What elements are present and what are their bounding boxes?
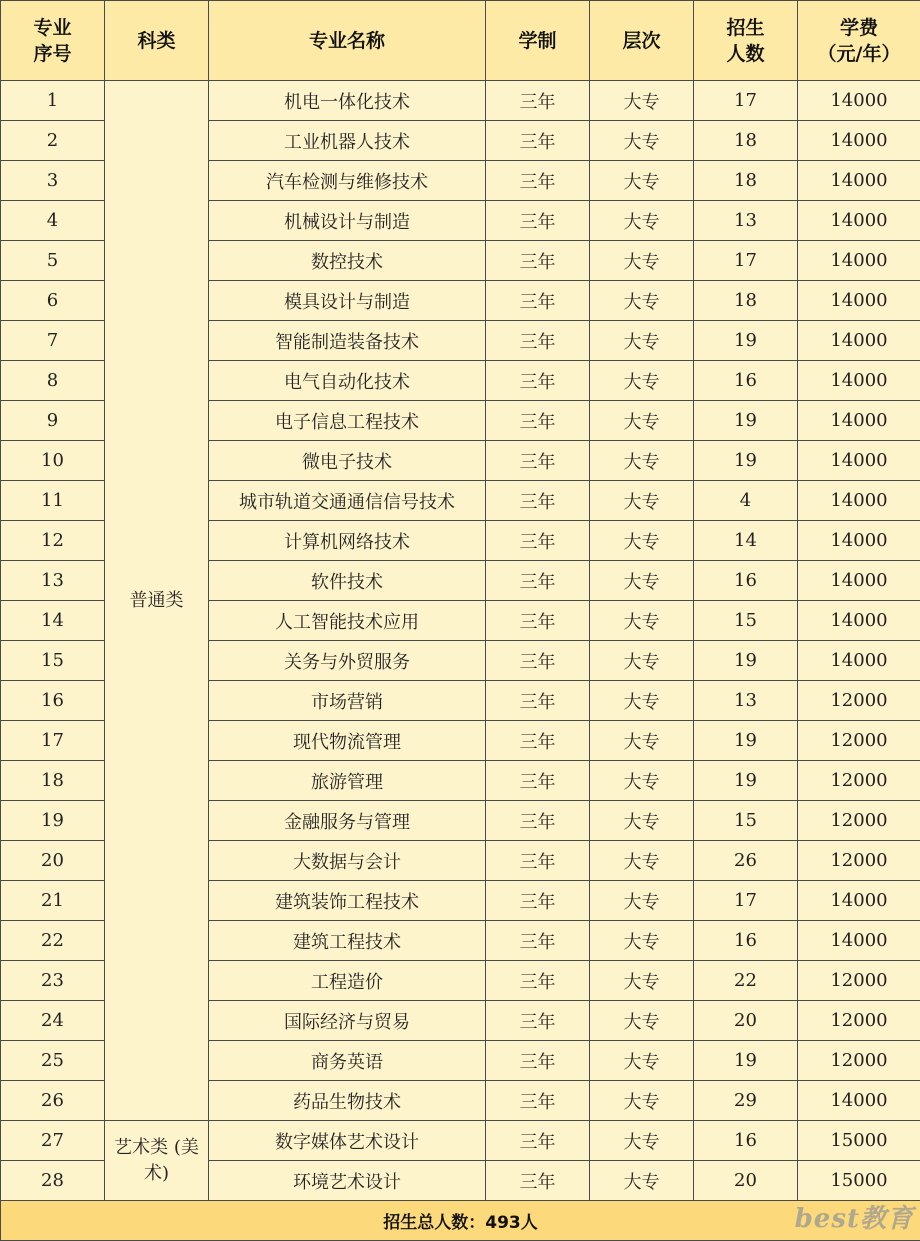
row-major-name: 电气自动化技术 (209, 361, 486, 401)
row-duration: 三年 (486, 281, 590, 321)
row-quota: 17 (694, 881, 798, 921)
row-major-name: 人工智能技术应用 (209, 601, 486, 641)
row-major-name: 环境艺术设计 (209, 1161, 486, 1201)
row-major-name: 微电子技术 (209, 441, 486, 481)
row-seq: 12 (1, 521, 105, 561)
row-duration: 三年 (486, 361, 590, 401)
row-major-name: 商务英语 (209, 1041, 486, 1081)
row-level: 大专 (590, 201, 694, 241)
row-seq: 20 (1, 841, 105, 881)
row-major-name: 国际经济与贸易 (209, 1001, 486, 1041)
row-seq: 4 (1, 201, 105, 241)
row-duration: 三年 (486, 201, 590, 241)
row-quota: 15 (694, 601, 798, 641)
header-level: 层次 (590, 1, 694, 81)
row-seq: 14 (1, 601, 105, 641)
row-duration: 三年 (486, 481, 590, 521)
row-duration: 三年 (486, 641, 590, 681)
row-seq: 23 (1, 961, 105, 1001)
row-quota: 19 (694, 1041, 798, 1081)
row-major-name: 关务与外贸服务 (209, 641, 486, 681)
row-seq: 15 (1, 641, 105, 681)
row-level: 大专 (590, 881, 694, 921)
row-fee: 12000 (798, 1001, 920, 1041)
header-name: 专业名称 (209, 1, 486, 81)
row-major-name: 大数据与会计 (209, 841, 486, 881)
row-level: 大专 (590, 1081, 694, 1121)
row-quota: 19 (694, 321, 798, 361)
row-seq: 10 (1, 441, 105, 481)
row-fee: 14000 (798, 401, 920, 441)
category-general: 普通类 (105, 81, 209, 1121)
row-level: 大专 (590, 641, 694, 681)
row-major-name: 数字媒体艺术设计 (209, 1121, 486, 1161)
row-fee: 14000 (798, 641, 920, 681)
row-duration: 三年 (486, 81, 590, 121)
row-fee: 14000 (798, 481, 920, 521)
row-duration: 三年 (486, 161, 590, 201)
row-quota: 4 (694, 481, 798, 521)
row-quota: 19 (694, 641, 798, 681)
row-quota: 18 (694, 281, 798, 321)
row-level: 大专 (590, 841, 694, 881)
row-level: 大专 (590, 961, 694, 1001)
row-fee: 14000 (798, 281, 920, 321)
row-fee: 12000 (798, 1041, 920, 1081)
row-fee: 14000 (798, 121, 920, 161)
row-quota: 15 (694, 801, 798, 841)
row-seq: 2 (1, 121, 105, 161)
row-seq: 3 (1, 161, 105, 201)
row-quota: 13 (694, 201, 798, 241)
row-fee: 14000 (798, 321, 920, 361)
row-quota: 16 (694, 561, 798, 601)
row-duration: 三年 (486, 321, 590, 361)
row-level: 大专 (590, 561, 694, 601)
row-fee: 14000 (798, 521, 920, 561)
row-seq: 7 (1, 321, 105, 361)
row-level: 大专 (590, 441, 694, 481)
row-fee: 14000 (798, 361, 920, 401)
row-seq: 21 (1, 881, 105, 921)
row-duration: 三年 (486, 1121, 590, 1161)
row-level: 大专 (590, 921, 694, 961)
row-quota: 13 (694, 681, 798, 721)
row-fee: 12000 (798, 681, 920, 721)
row-level: 大专 (590, 601, 694, 641)
row-level: 大专 (590, 81, 694, 121)
row-major-name: 药品生物技术 (209, 1081, 486, 1121)
row-fee: 14000 (798, 921, 920, 961)
row-level: 大专 (590, 361, 694, 401)
row-quota: 16 (694, 921, 798, 961)
row-duration: 三年 (486, 681, 590, 721)
header-seq: 专业 序号 (1, 1, 105, 81)
row-duration: 三年 (486, 1081, 590, 1121)
table-row (1, 81, 920, 121)
header-fee: 学费 （元/年） (798, 1, 920, 81)
row-level: 大专 (590, 761, 694, 801)
row-major-name: 工程造价 (209, 961, 486, 1001)
row-seq: 6 (1, 281, 105, 321)
row-fee: 14000 (798, 1081, 920, 1121)
row-duration: 三年 (486, 961, 590, 1001)
row-level: 大专 (590, 1041, 694, 1081)
row-major-name: 工业机器人技术 (209, 121, 486, 161)
row-level: 大专 (590, 481, 694, 521)
row-seq: 8 (1, 361, 105, 401)
row-seq: 1 (1, 81, 105, 121)
row-quota: 18 (694, 121, 798, 161)
row-fee: 14000 (798, 441, 920, 481)
row-seq: 11 (1, 481, 105, 521)
row-major-name: 数控技术 (209, 241, 486, 281)
table-row (1, 1121, 920, 1161)
row-quota: 19 (694, 761, 798, 801)
row-fee: 14000 (798, 241, 920, 281)
row-duration: 三年 (486, 1041, 590, 1081)
total-enrollment: 招生总人数：493人 (1, 1201, 920, 1241)
row-seq: 24 (1, 1001, 105, 1041)
row-major-name: 计算机网络技术 (209, 521, 486, 561)
category-art: 艺术类 (美术) (105, 1121, 209, 1201)
row-level: 大专 (590, 1161, 694, 1201)
row-fee: 15000 (798, 1161, 920, 1201)
row-fee: 12000 (798, 801, 920, 841)
row-seq: 25 (1, 1041, 105, 1081)
table-body (1, 81, 920, 1201)
row-seq: 16 (1, 681, 105, 721)
row-level: 大专 (590, 521, 694, 561)
row-quota: 19 (694, 401, 798, 441)
row-fee: 14000 (798, 161, 920, 201)
header-quota: 招生 人数 (694, 1, 798, 81)
row-seq: 9 (1, 401, 105, 441)
watermark-logo: best教育 (794, 1204, 914, 1234)
row-seq: 27 (1, 1121, 105, 1161)
row-quota: 20 (694, 1161, 798, 1201)
row-seq: 22 (1, 921, 105, 961)
row-major-name: 建筑装饰工程技术 (209, 881, 486, 921)
row-seq: 18 (1, 761, 105, 801)
row-major-name: 金融服务与管理 (209, 801, 486, 841)
row-duration: 三年 (486, 521, 590, 561)
row-seq: 28 (1, 1161, 105, 1201)
row-quota: 17 (694, 241, 798, 281)
row-quota: 16 (694, 361, 798, 401)
row-level: 大专 (590, 161, 694, 201)
row-major-name: 建筑工程技术 (209, 921, 486, 961)
row-major-name: 城市轨道交通通信信号技术 (209, 481, 486, 521)
row-level: 大专 (590, 801, 694, 841)
row-duration: 三年 (486, 601, 590, 641)
header-duration: 学制 (486, 1, 590, 81)
row-fee: 12000 (798, 961, 920, 1001)
row-major-name: 机械设计与制造 (209, 201, 486, 241)
row-seq: 13 (1, 561, 105, 601)
row-duration: 三年 (486, 561, 590, 601)
row-duration: 三年 (486, 841, 590, 881)
row-level: 大专 (590, 401, 694, 441)
row-major-name: 现代物流管理 (209, 721, 486, 761)
row-level: 大专 (590, 681, 694, 721)
row-fee: 15000 (798, 1121, 920, 1161)
row-seq: 26 (1, 1081, 105, 1121)
row-quota: 20 (694, 1001, 798, 1041)
row-duration: 三年 (486, 241, 590, 281)
row-level: 大专 (590, 121, 694, 161)
row-major-name: 智能制造装备技术 (209, 321, 486, 361)
row-duration: 三年 (486, 801, 590, 841)
row-duration: 三年 (486, 881, 590, 921)
row-fee: 14000 (798, 201, 920, 241)
row-major-name: 市场营销 (209, 681, 486, 721)
header-row (1, 1, 920, 81)
row-quota: 14 (694, 521, 798, 561)
row-fee: 14000 (798, 561, 920, 601)
row-duration: 三年 (486, 921, 590, 961)
row-major-name: 电子信息工程技术 (209, 401, 486, 441)
row-duration: 三年 (486, 1001, 590, 1041)
row-fee: 14000 (798, 601, 920, 641)
row-quota: 29 (694, 1081, 798, 1121)
row-duration: 三年 (486, 121, 590, 161)
row-quota: 18 (694, 161, 798, 201)
row-level: 大专 (590, 1121, 694, 1161)
row-seq: 19 (1, 801, 105, 841)
row-quota: 16 (694, 1121, 798, 1161)
row-duration: 三年 (486, 721, 590, 761)
row-major-name: 模具设计与制造 (209, 281, 486, 321)
row-duration: 三年 (486, 401, 590, 441)
row-fee: 14000 (798, 881, 920, 921)
row-quota: 26 (694, 841, 798, 881)
row-quota: 19 (694, 441, 798, 481)
row-duration: 三年 (486, 1161, 590, 1201)
row-duration: 三年 (486, 761, 590, 801)
row-major-name: 汽车检测与维修技术 (209, 161, 486, 201)
row-major-name: 旅游管理 (209, 761, 486, 801)
row-major-name: 软件技术 (209, 561, 486, 601)
row-duration: 三年 (486, 441, 590, 481)
row-fee: 12000 (798, 841, 920, 881)
footer-row (1, 1201, 920, 1241)
row-quota: 19 (694, 721, 798, 761)
row-fee: 14000 (798, 81, 920, 121)
row-fee: 12000 (798, 761, 920, 801)
row-quota: 22 (694, 961, 798, 1001)
row-level: 大专 (590, 241, 694, 281)
row-level: 大专 (590, 721, 694, 761)
row-quota: 17 (694, 81, 798, 121)
row-level: 大专 (590, 281, 694, 321)
row-seq: 17 (1, 721, 105, 761)
row-fee: 12000 (798, 721, 920, 761)
row-seq: 5 (1, 241, 105, 281)
header-category: 科类 (105, 1, 209, 81)
row-level: 大专 (590, 1001, 694, 1041)
row-major-name: 机电一体化技术 (209, 81, 486, 121)
row-level: 大专 (590, 321, 694, 361)
